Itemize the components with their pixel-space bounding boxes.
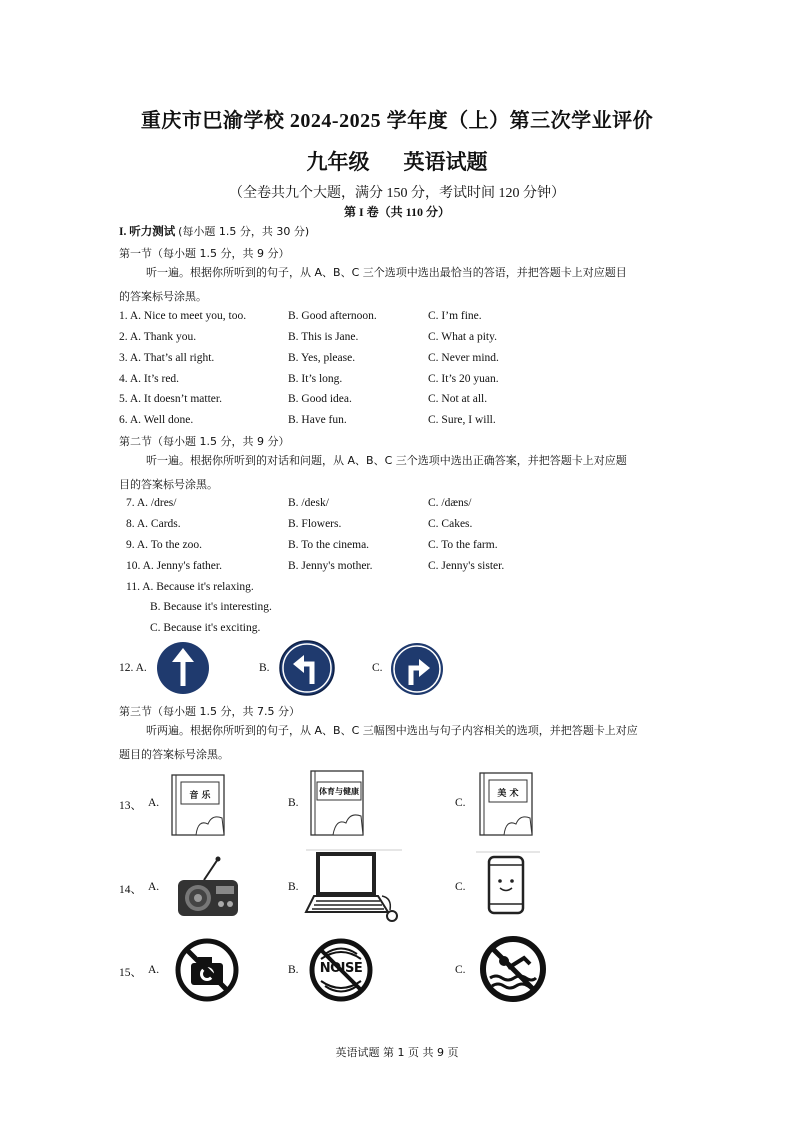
volume-heading: 第 I 卷（共 110 分）	[343, 205, 450, 219]
laptop-icon	[306, 850, 402, 922]
q14-label-c: C.	[455, 881, 466, 893]
music-book-icon	[168, 774, 228, 836]
q15-label-a: A.	[148, 964, 160, 976]
part3-instructions	[119, 720, 679, 741]
q10-option-b: B. Jenny's mother.	[288, 560, 373, 572]
part3-title: 第三节（每小题 1.5 分，共 7.5 分）	[119, 705, 300, 718]
q13-number: 13、	[119, 800, 142, 812]
art-book-title: 美 术	[497, 789, 519, 799]
q12-label-a: 12. A.	[119, 662, 147, 674]
q8-option-a: 8. A. Cards.	[126, 518, 181, 530]
straight-arrow-sign-icon	[156, 641, 210, 695]
q7-option-a: 7. A. /dres/	[126, 497, 177, 509]
q13-label-b: B.	[288, 797, 299, 809]
q9-option-b: B. To the cinema.	[288, 539, 370, 551]
q3-option-a: 3. A. That’s all right.	[119, 352, 215, 364]
turn-right-sign-icon	[389, 642, 445, 696]
q7-option-b: B. /desk/	[288, 497, 329, 509]
pe-book-title: 体育与健康	[319, 787, 359, 796]
q8-option-b: B. Flowers.	[288, 518, 342, 530]
turn-left-sign-icon	[278, 640, 336, 696]
q7-option-c: C. /dæns/	[428, 497, 472, 509]
q14-number: 14、	[119, 884, 142, 896]
part2-instr-line1: 听一遍。根据你所听到的对话和问题，从 A、B、C 三个选项中选出正确答案，并把答题卡上对应题	[146, 454, 627, 467]
q14-label-b: B.	[288, 881, 299, 893]
subject-label: 英语试题	[403, 150, 488, 174]
q12-label-b: B.	[259, 662, 270, 674]
section-heading	[119, 225, 309, 239]
q2-option-a: 2. A. Thank you.	[119, 331, 197, 343]
part1-instr-line1: 听一遍。根据你所听到的句子，从 A、B、C 三个选项中选出最恰当的答语，并把答题卡上对应题目	[146, 266, 627, 279]
q1-option-a: 1. A. Nice to meet you, too.	[119, 310, 247, 322]
part2-title: 第二节（每小题 1.5 分，共 9 分）	[119, 435, 290, 448]
q5-option-c: C. Not at all.	[428, 393, 488, 405]
q2-option-b: B. This is Jane.	[288, 331, 359, 343]
exam-title: 重庆市巴渝学校 2024-2025 学年度（上）第三次学业评价	[140, 110, 654, 132]
q10-option-a: 10. A. Jenny's father.	[126, 560, 222, 572]
q1-option-c: C. I’m fine.	[428, 310, 482, 322]
grade-subject-line	[0, 146, 794, 176]
q10-option-c: C. Jenny's sister.	[428, 560, 505, 572]
q15-label-c: C.	[455, 964, 466, 976]
no-photography-sign-icon	[174, 937, 240, 1003]
q5-option-b: B. Good idea.	[288, 393, 352, 405]
smartphone-icon	[476, 852, 540, 916]
noise-sign-text: NOISE	[319, 961, 363, 976]
part3-instr-line1: 听两遍。根据你所听到的句子，从 A、B、C 三幅图中选出与句子内容相关的选项，并把答题卡上对应	[146, 724, 638, 737]
section-note: (每小题 1.5 分，共 30 分)	[178, 225, 310, 238]
q9-option-a: 9. A. To the zoo.	[126, 539, 202, 551]
q1-option-b: B. Good afternoon.	[288, 310, 377, 322]
q4-option-b: B. It’s long.	[288, 373, 343, 385]
grade-label: 九年级	[306, 150, 370, 174]
part2-instr-line2: 目的答案标号涂黑。	[119, 478, 218, 491]
q9-option-c: C. To the farm.	[428, 539, 498, 551]
q15-number: 15、	[119, 967, 142, 979]
q8-option-c: C. Cakes.	[428, 518, 473, 530]
q15-label-b: B.	[288, 964, 299, 976]
q14-label-a: A.	[148, 881, 160, 893]
q13-label-c: C.	[455, 797, 466, 809]
q11-option-c: C. Because it's exciting.	[150, 622, 261, 634]
q3-option-c: C. Never mind.	[428, 352, 499, 364]
part1-instructions	[119, 262, 679, 283]
part1-instr-line2: 的答案标号涂黑。	[119, 290, 207, 303]
exam-instructions: （全卷共九个大题，满分 150 分，考试时间 120 分钟）	[229, 186, 565, 201]
part1-title: 第一节（每小题 1.5 分，共 9 分）	[119, 247, 290, 260]
q4-option-c: C. It’s 20 yuan.	[428, 373, 499, 385]
q11-option-a: 11. A. Because it's relaxing.	[126, 581, 254, 593]
q6-option-a: 6. A. Well done.	[119, 414, 194, 426]
q6-option-b: B. Have fun.	[288, 414, 347, 426]
section-title: I. 听力测试	[119, 226, 176, 238]
q6-option-c: C. Sure, I will.	[428, 414, 496, 426]
page-footer: 英语试题 第 1 页 共 9 页	[335, 1046, 459, 1059]
q12-label-c: C.	[372, 662, 383, 674]
q13-label-a: A.	[148, 797, 160, 809]
pe-health-book-icon	[308, 770, 366, 836]
art-book-icon	[476, 772, 536, 836]
radio-icon	[176, 856, 240, 918]
q3-option-b: B. Yes, please.	[288, 352, 356, 364]
music-book-title: 音 乐	[189, 791, 211, 801]
part2-instructions	[119, 450, 679, 471]
q5-option-a: 5. A. It doesn’t matter.	[119, 393, 222, 405]
no-swimming-sign-icon	[478, 934, 548, 1004]
q2-option-c: C. What a pity.	[428, 331, 497, 343]
q4-option-a: 4. A. It’s red.	[119, 373, 180, 385]
part3-instr-line2: 题目的答案标号涂黑。	[119, 748, 229, 761]
q11-option-b: B. Because it's interesting.	[150, 601, 272, 613]
